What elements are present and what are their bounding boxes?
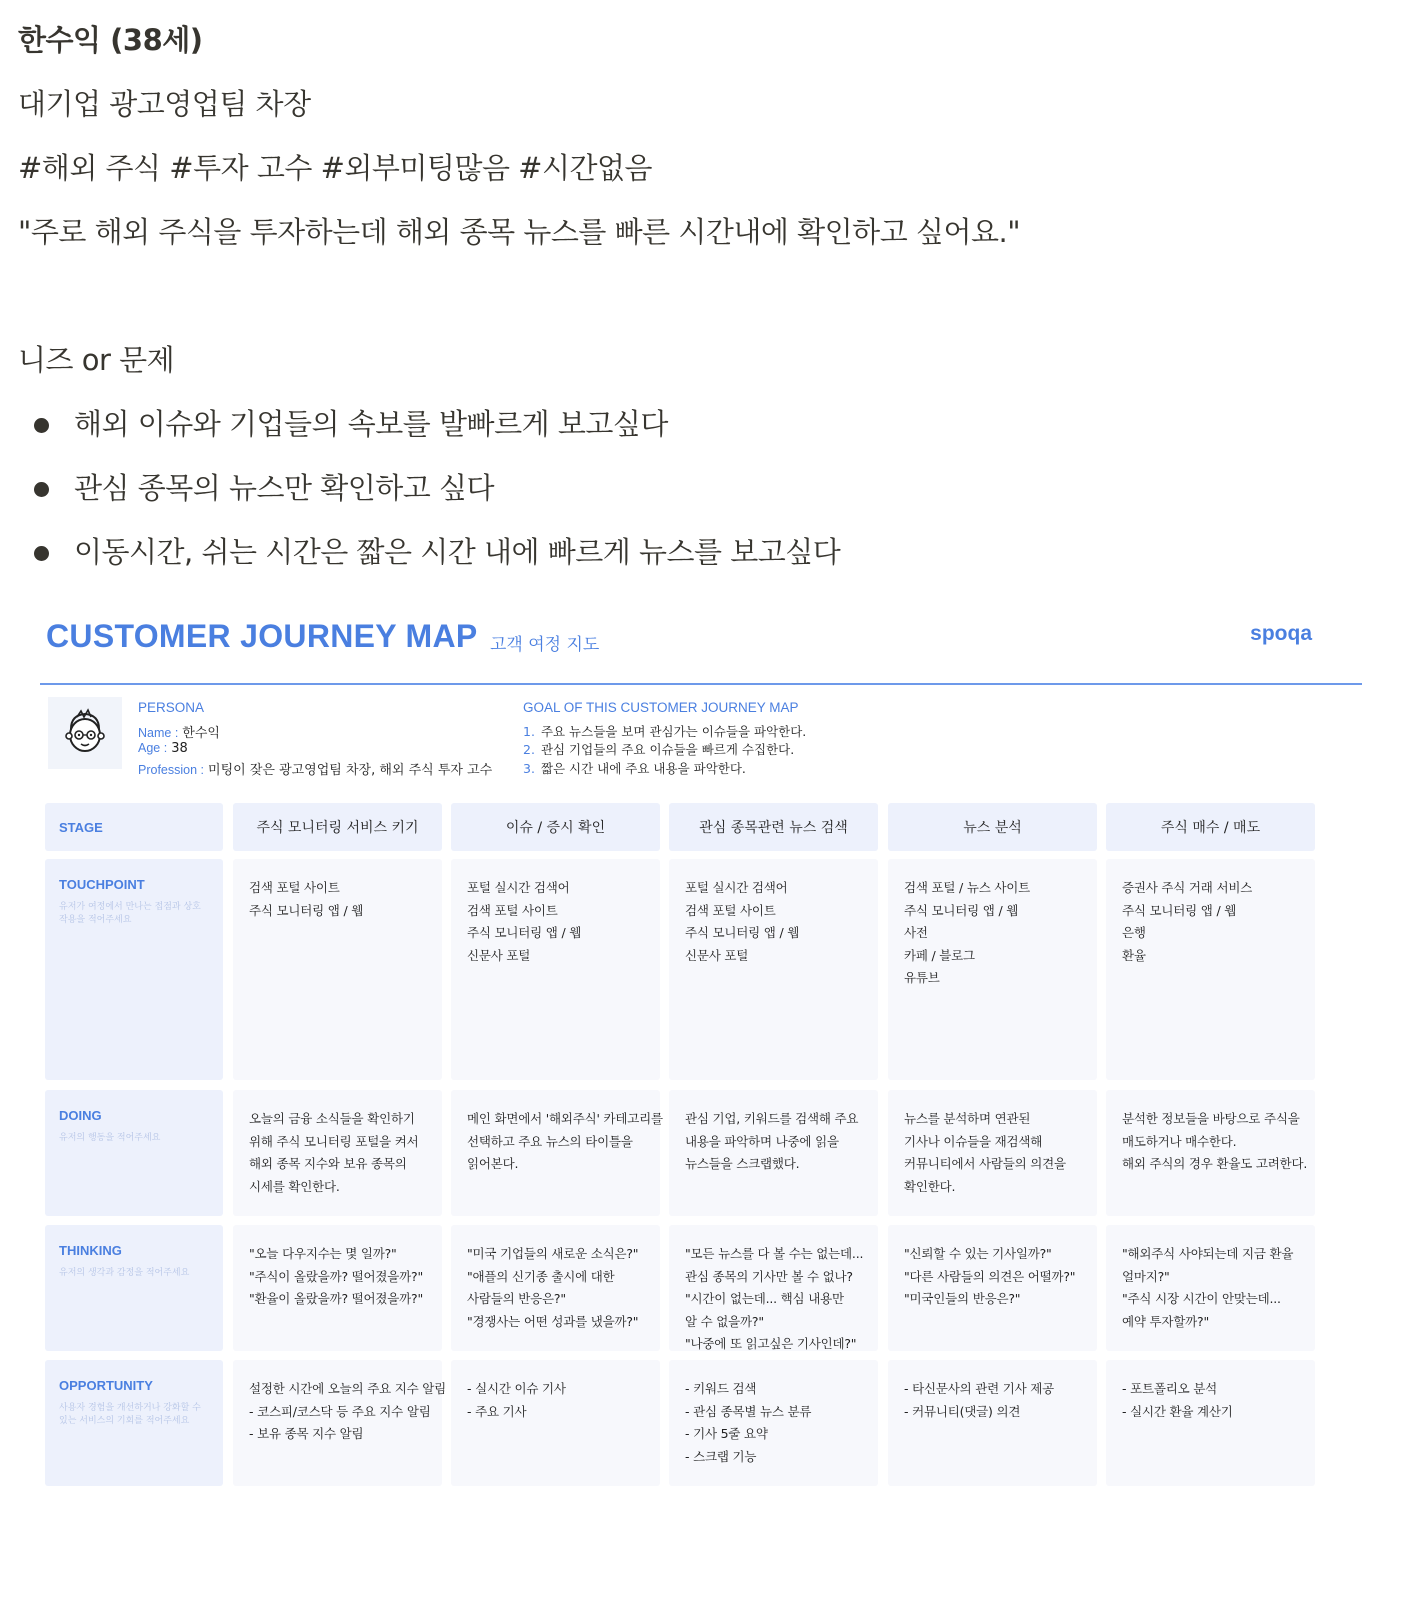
- cell-line: 분석한 정보들을 바탕으로 주식을: [1122, 1111, 1300, 1126]
- journey-cell: [233, 1225, 442, 1351]
- journey-cell: [451, 1225, 660, 1351]
- cell-line: 주식 모니터링 앱 / 웹: [685, 925, 800, 940]
- cell-line: - 키워드 검색: [685, 1381, 757, 1396]
- cell-line: 뉴스들을 스크랩했다.: [685, 1156, 800, 1171]
- journey-cell: [1106, 1090, 1315, 1216]
- cell-line: 기사나 이슈들을 재검색해: [904, 1133, 1043, 1149]
- face-avatar-icon: [48, 697, 122, 769]
- cell-line: 매도하거나 매수한다.: [1122, 1133, 1237, 1149]
- row-title: OPPORTUNITY: [59, 1378, 153, 1393]
- cell-line: 주식 모니터링 앱 / 웹: [467, 925, 582, 940]
- journey-cell: [451, 1090, 663, 1216]
- cell-line: 시세를 확인한다.: [249, 1178, 340, 1194]
- cell-line: 사전: [904, 925, 928, 940]
- cell-line: "주식 시장 시간이 안맞는데...: [1122, 1291, 1281, 1306]
- cell-text: [249, 1378, 446, 1446]
- journey-cell: [669, 1225, 878, 1351]
- cell-line: 관심 기업, 키워드를 검색해 주요: [685, 1111, 859, 1126]
- cell-line: 오늘의 금융 소식들을 확인하기: [249, 1111, 415, 1126]
- journey-cell: [888, 859, 1097, 1080]
- cell-line: "신뢰할 수 있는 기사일까?": [904, 1246, 1052, 1261]
- persona-tags: #해외 주식 #투자 고수 #외부미팅많음 #시간없음: [18, 151, 653, 185]
- stage-label: STAGE: [59, 819, 103, 835]
- cell-text: [1122, 877, 1309, 967]
- cell-line: - 커뮤니티(댓글) 의견: [904, 1403, 1021, 1419]
- journey-cell: [233, 859, 442, 1080]
- cell-line: 읽어본다.: [467, 1156, 519, 1171]
- cell-text: [685, 1108, 872, 1176]
- cell-line: "경쟁사는 어떤 성과를 냈을까?": [467, 1313, 639, 1329]
- cell-line: 해외 종목 지수와 보유 종목의: [249, 1156, 407, 1171]
- cell-line: "모든 뉴스를 다 볼 수는 없는데...: [685, 1246, 864, 1261]
- cell-line: 설정한 시간에 오늘의 주요 지수 알림: [249, 1381, 446, 1396]
- list-item: 관심 종목의 뉴스만 확인하고 싶다: [18, 468, 1318, 532]
- cell-line: 메인 화면에서 '해외주식' 카테고리를: [467, 1111, 663, 1126]
- goal-item: 3. 짧은 시간 내에 주요 내용을 파악한다.: [523, 761, 746, 776]
- cell-line: 내용을 파악하며 나중에 읽을: [685, 1133, 839, 1149]
- journey-cell: [888, 1090, 1097, 1216]
- journey-cell: [1106, 1225, 1315, 1351]
- cell-line: - 타신문사의 관련 기사 제공: [904, 1381, 1055, 1396]
- cell-text: [904, 877, 1091, 990]
- persona-quote: "주로 해외 주식을 투자하는데 해외 종목 뉴스를 빠른 시간내에 확인하고 싶어요.": [18, 215, 1021, 249]
- stage-title: 이슈 / 증시 확인: [505, 820, 606, 836]
- cell-line: 검색 포털 / 뉴스 사이트: [904, 880, 1030, 895]
- stage-title: 주식 모니터링 서비스 키기: [256, 820, 419, 836]
- cell-text: [904, 1108, 1091, 1198]
- row-hint: 유저의 행동을 적어주세요: [59, 1133, 161, 1143]
- cell-line: "다른 사람들의 의견은 어떨까?": [904, 1268, 1076, 1284]
- journey-cell: [669, 859, 878, 1080]
- cell-line: 사람들의 반응은?": [467, 1291, 566, 1306]
- cell-line: "나중에 또 읽고싶은 기사인데?": [685, 1336, 857, 1351]
- cell-line: 관심 종목의 기사만 볼 수 없나?: [685, 1268, 853, 1284]
- cell-text: [467, 1243, 654, 1333]
- persona-name-heading: 한수익 (38세): [18, 23, 203, 57]
- list-item: 해외 이슈와 기업들의 속보를 발빠르게 보고싶다: [18, 404, 1318, 468]
- cell-line: 포털 실시간 검색어: [685, 880, 788, 895]
- cell-line: - 보유 종목 지수 알림: [249, 1426, 364, 1441]
- cell-line: "애플의 신기종 출시에 대한: [467, 1268, 615, 1284]
- cell-text: [467, 877, 654, 967]
- cell-text: [1122, 1378, 1309, 1423]
- cell-line: 은행: [1122, 925, 1146, 940]
- cell-line: - 주요 기사: [467, 1403, 527, 1419]
- stage-title: 주식 매수 / 매도: [1160, 820, 1261, 836]
- cell-line: 얼마지?": [1122, 1268, 1170, 1284]
- cell-line: - 실시간 이슈 기사: [467, 1381, 566, 1396]
- cell-line: - 포트폴리오 분석: [1122, 1381, 1217, 1396]
- cell-line: 주식 모니터링 앱 / 웹: [249, 902, 364, 918]
- persona-label: PERSONA: [138, 700, 205, 715]
- journey-cell: [451, 859, 660, 1080]
- cell-text: [685, 1378, 872, 1468]
- cell-line: "환율이 올랐을까? 떨어졌을까?": [249, 1291, 424, 1306]
- bullet-icon: [34, 546, 49, 561]
- cell-line: "해외주식 사야되는데 지금 환율: [1122, 1246, 1294, 1261]
- cell-line: 확인한다.: [904, 1178, 956, 1194]
- cell-line: "오늘 다우지수는 몇 일까?": [249, 1246, 397, 1261]
- cell-line: 해외 주식의 경우 환율도 고려한다.: [1122, 1156, 1308, 1171]
- cell-line: 신문사 포털: [685, 947, 749, 963]
- cell-line: - 기사 5줄 요약: [685, 1426, 768, 1441]
- row-title: TOUCHPOINT: [59, 877, 145, 892]
- cell-text: [904, 1243, 1091, 1311]
- cell-text: [1122, 1108, 1309, 1176]
- journey-cell: [1106, 859, 1315, 1080]
- journey-cell: [233, 1090, 442, 1216]
- cell-line: 뉴스를 분석하며 연관된: [904, 1111, 1031, 1126]
- needs-list: [18, 404, 1318, 596]
- cell-line: 신문사 포털: [467, 947, 531, 963]
- journey-cell: [1106, 1360, 1315, 1486]
- cell-line: 검색 포털 사이트: [467, 902, 558, 918]
- goal-item: 1. 주요 뉴스들을 보며 관심가는 이슈들을 파악한다.: [523, 724, 807, 739]
- persona-profession-row: Profession : 미팅이 잦은 광고영업팀 차장, 해외 주식 투자 고수: [138, 763, 493, 778]
- customer-journey-map-image: [38, 616, 1364, 1536]
- cell-line: 위해 주식 모니터링 포털을 켜서: [249, 1133, 419, 1149]
- cell-line: - 코스피/코스닥 등 주요 지수 알림: [249, 1403, 431, 1419]
- cell-line: 알 수 없을까?": [685, 1313, 764, 1329]
- cell-line: "미국 기업들의 새로운 소식은?": [467, 1246, 639, 1261]
- row-title: THINKING: [59, 1243, 122, 1258]
- cell-text: [1122, 1243, 1309, 1333]
- row-header-opportunity: [45, 1360, 223, 1486]
- cell-text: [467, 1378, 654, 1423]
- stage-cell: [233, 803, 442, 851]
- cell-line: - 스크랩 기능: [685, 1448, 757, 1464]
- stage-header-cell: [45, 803, 223, 851]
- cell-line: - 실시간 환율 계산기: [1122, 1403, 1233, 1419]
- cell-line: 예약 투자할까?": [1122, 1313, 1210, 1329]
- stage-title: 뉴스 분석: [963, 820, 1022, 836]
- row-hint: 사용자 경험을 개선하거나 강화할 수 있는 서비스의 기회를 적어주세요: [59, 1403, 201, 1426]
- journey-cell: [669, 1090, 878, 1216]
- cell-line: 카페 / 블로그: [904, 947, 975, 963]
- cell-line: 증권사 주식 거래 서비스: [1122, 880, 1253, 895]
- cell-line: - 관심 종목별 뉴스 분류: [685, 1403, 812, 1419]
- journey-map-subtitle: 고객 여정 지도: [490, 635, 600, 655]
- row-header-touchpoint: [45, 859, 223, 1080]
- row-hint: 유저의 생각과 감정을 적어주세요: [59, 1268, 190, 1278]
- cell-line: "주식이 올랐을까? 떨어졌을까?": [249, 1268, 424, 1284]
- cell-text: [685, 877, 872, 967]
- brand-logo: spoqa: [1250, 622, 1312, 645]
- cell-line: 선택하고 주요 뉴스의 타이틀을: [467, 1133, 633, 1149]
- cell-text: [904, 1378, 1091, 1423]
- stage-cell: [669, 803, 878, 851]
- bullet-icon: [34, 418, 49, 433]
- journey-cell: [888, 1225, 1097, 1351]
- row-hint: 유저가 여정에서 만나는 접점과 상호작용을 적어주세요: [59, 902, 201, 925]
- journey-cell: [669, 1360, 878, 1486]
- persona-name-row: Name : 한수익: [138, 726, 220, 741]
- cell-line: 포털 실시간 검색어: [467, 880, 570, 895]
- cell-line: 유튜브: [904, 970, 940, 985]
- row-header-doing: [45, 1090, 223, 1216]
- row-title: DOING: [59, 1108, 102, 1123]
- cell-line: 주식 모니터링 앱 / 웹: [904, 902, 1019, 918]
- journey-cell: [233, 1360, 446, 1486]
- persona-role: 대기업 광고영업팀 차장: [18, 87, 311, 121]
- bullet-icon: [34, 482, 49, 497]
- title-divider: [40, 683, 1362, 685]
- cell-line: 검색 포털 사이트: [685, 902, 776, 918]
- cell-line: 주식 모니터링 앱 / 웹: [1122, 902, 1237, 918]
- cell-line: 환율: [1122, 947, 1146, 963]
- stage-cell: [1106, 803, 1315, 851]
- goal-item: 2. 관심 기업들의 주요 이슈들을 빠르게 수집한다.: [523, 742, 795, 757]
- cell-text: [249, 1108, 436, 1198]
- persona-age-row: Age : 38: [138, 741, 188, 756]
- cell-line: 커뮤니티에서 사람들의 의견을: [904, 1156, 1066, 1171]
- cell-line: "미국인들의 반응은?": [904, 1291, 1021, 1306]
- journey-map-title: CUSTOMER JOURNEY MAP: [46, 618, 478, 654]
- cell-text: [249, 1243, 436, 1311]
- cell-text: [249, 877, 436, 922]
- cell-text: [467, 1108, 663, 1176]
- cell-line: 검색 포털 사이트: [249, 880, 340, 895]
- list-item: 이동시간, 쉬는 시간은 짧은 시간 내에 빠르게 뉴스를 보고싶다: [18, 532, 1318, 596]
- goal-label: GOAL OF THIS CUSTOMER JOURNEY MAP: [523, 700, 799, 715]
- stage-title: 관심 종목관련 뉴스 검색: [699, 820, 848, 836]
- journey-cell: [888, 1360, 1097, 1486]
- stage-cell: [451, 803, 660, 851]
- cell-text: [685, 1243, 872, 1356]
- needs-heading: 니즈 or 문제: [18, 343, 175, 377]
- cell-line: "시간이 없는데... 핵심 내용만: [685, 1291, 844, 1306]
- row-header-thinking: [45, 1225, 223, 1351]
- journey-cell: [451, 1360, 660, 1486]
- stage-cell: [888, 803, 1097, 851]
